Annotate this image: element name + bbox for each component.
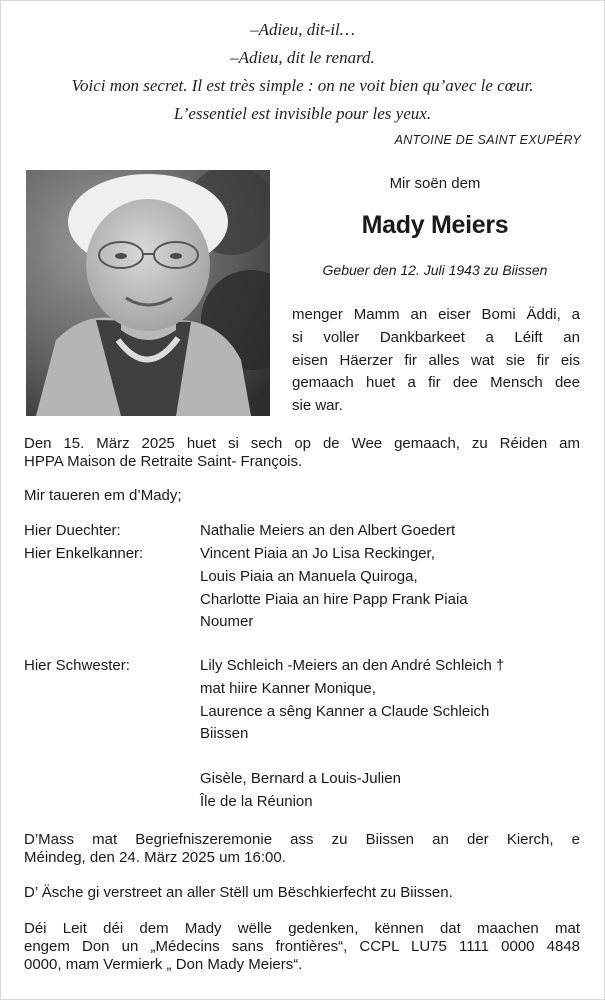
death-line: HPPA Maison de Retraite Saint- François. xyxy=(24,453,303,470)
portrait-image xyxy=(26,170,270,416)
quote-line-2: –Adieu, dit le renard. xyxy=(230,48,375,67)
sister-entry: Lily Schleich -Meiers an den André Schleich † xyxy=(200,657,505,674)
portrait-photo xyxy=(26,170,270,416)
sister-entry: Laurence a sêng Kanner a Claude Schleich xyxy=(200,703,490,720)
mass-line: Méindeg, den 24. März 2025 um 16:00. xyxy=(24,849,286,866)
quote-line-4: L’essentiel est invisible pour les yeux. xyxy=(173,104,432,123)
grandchild-entry: Louis Piaia an Manuela Quiroga, xyxy=(200,568,418,585)
deceased-name: Mady Meiers xyxy=(361,211,509,239)
donation-line: Déi Leit déi dem Mady wëlle gedenken, kënnen dat maachen mat xyxy=(24,920,580,937)
grandchild-entry: Charlotte Piaia an hire Papp Frank Piaia xyxy=(200,591,468,608)
mourn-intro: Mir taueren em d’Mady; xyxy=(24,487,182,504)
intro-text: Mir soën dem xyxy=(389,175,481,192)
quote-line-1: –Adieu, dit-il… xyxy=(250,20,355,39)
tribute-line: eisen Häerzer fir alles wat sie fir eis xyxy=(292,352,580,369)
grandchild-entry: Noumer xyxy=(200,613,254,630)
grandchild-entry: Vincent Piaia an Jo Lisa Reckinger, xyxy=(200,545,435,562)
tribute-line: menger Mamm an eiser Bomi Äddi, a xyxy=(292,306,580,323)
mass-line: D’Mass mat Begriefniszeremonie ass zu Biissen an der Kierch, e xyxy=(24,831,580,848)
donation-line: engem Don un „Médecins sans frontières“, CCPL LU75 1111 0000 4848 xyxy=(24,938,580,955)
donation-line: 0000, mam Vermierk „ Don Mady Meiers“. xyxy=(24,956,303,973)
other-relatives: Gisèle, Bernard a Louis-Julien xyxy=(200,770,401,787)
ashes-text: D’ Äsche gi verstreet an aller Stëll um Bëschkierfecht zu Biissen. xyxy=(24,884,453,901)
death-line: Den 15. März 2025 huet si sech op de Wee gemaach, zu Réiden am xyxy=(24,435,580,452)
tribute-line: sie war. xyxy=(292,397,343,414)
daughter-label: Hier Duechter: xyxy=(24,522,121,539)
tribute-line: si voller Dankbarkeet a Léift an xyxy=(292,329,580,346)
sister-entry: mat hiire Kanner Monique, xyxy=(200,680,376,697)
daughter-name: Nathalie Meiers an den Albert Goedert xyxy=(200,522,456,539)
other-relatives-place: Île de la Réunion xyxy=(200,793,313,810)
birth-info: Gebuer den 12. Juli 1943 zu Biissen xyxy=(322,262,548,278)
tribute-line: gemaach huet a fir dee Mensch dee xyxy=(292,374,580,391)
sister-label: Hier Schwester: xyxy=(24,657,130,674)
quote-author: ANTOINE DE SAINT EXUPÉRY xyxy=(394,133,581,147)
grandchildren-label: Hier Enkelkanner: xyxy=(24,545,144,562)
quote-line-3: Voici mon secret. Il est très simple : on ne voit bien qu’avec le cœur. xyxy=(71,76,534,95)
sister-entry: Biissen xyxy=(200,725,249,742)
